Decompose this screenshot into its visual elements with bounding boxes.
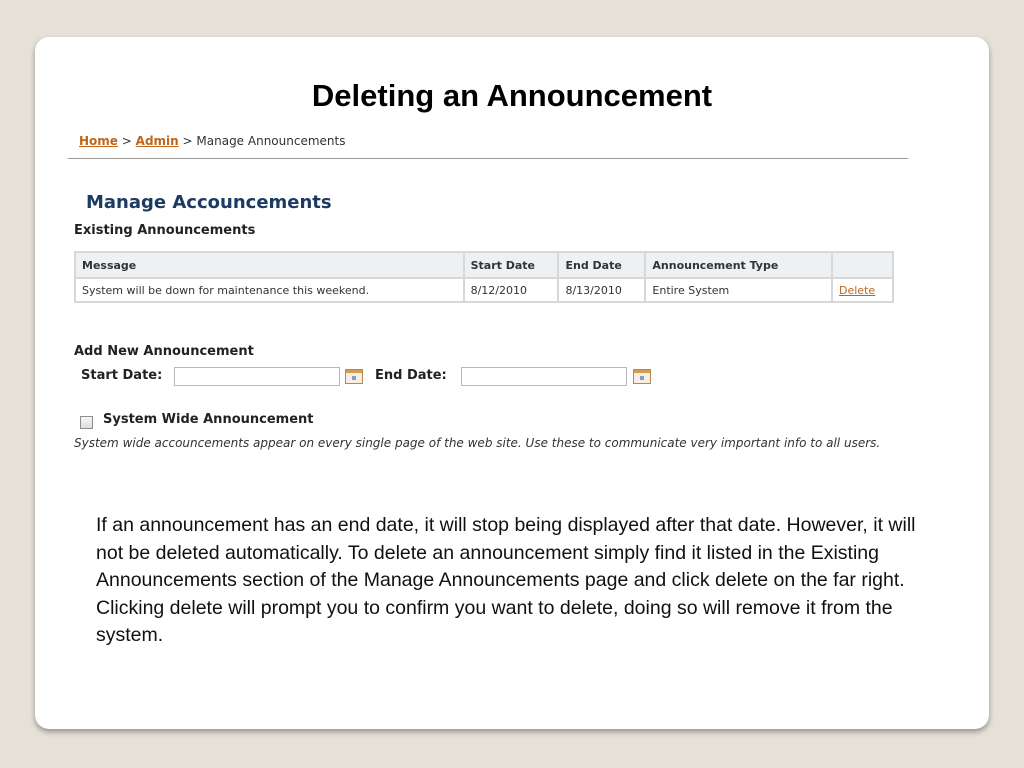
screenshot-panel [68, 128, 908, 473]
column-header-actions [832, 252, 893, 278]
body-paragraph: If an announcement has an end date, it will stop being displayed after that date. However, it will not be deleted automatically. To delete an announcement simply find it listed in the Existing Announcements section of the Manage Announcements page and click delete on the far right. [96, 514, 916, 591]
body-paragraph: Clicking delete will prompt you to confirm you want to delete, doing so will remove it from the system. [96, 596, 893, 646]
column-header-end-date: End Date [558, 252, 645, 278]
column-header-start-date: Start Date [464, 252, 559, 278]
start-date-input[interactable] [174, 367, 340, 386]
cell-end-date: 8/13/2010 [558, 278, 645, 302]
delete-link[interactable]: Delete [839, 283, 876, 297]
slide-body [96, 512, 916, 650]
end-date-label: End Date: [375, 368, 447, 383]
page-title: Manage Accouncements [86, 192, 332, 213]
column-header-announcement-type: Announcement Type [645, 252, 832, 278]
system-wide-help-text: System wide accouncements appear on every single page of the web site. Use these to communicate very important info to all users. [74, 436, 881, 450]
cell-message: System will be down for maintenance this weekend. [75, 278, 464, 302]
end-date-input[interactable] [461, 367, 627, 386]
breadcrumb-admin-link[interactable]: Admin [135, 134, 179, 148]
column-header-message: Message [75, 252, 464, 278]
calendar-icon[interactable] [345, 369, 363, 384]
calendar-icon[interactable] [633, 369, 651, 384]
system-wide-checkbox[interactable] [80, 416, 93, 429]
system-wide-label: System Wide Announcement [103, 412, 314, 427]
cell-start-date: 8/12/2010 [464, 278, 559, 302]
cell-announcement-type: Entire System [645, 278, 832, 302]
divider [68, 158, 908, 159]
breadcrumb [79, 134, 345, 148]
breadcrumb-current: > Manage Announcements [182, 134, 346, 148]
cell-action [832, 278, 893, 302]
table-header-row [75, 252, 893, 278]
breadcrumb-home-link[interactable]: Home [79, 134, 118, 148]
start-date-label: Start Date: [81, 368, 163, 383]
slide-title: Deleting an Announcement [311, 78, 713, 113]
add-new-announcement-heading: Add New Announcement [74, 344, 254, 359]
table-row [75, 278, 893, 302]
announcements-table [74, 251, 894, 303]
breadcrumb-separator: > [121, 134, 132, 148]
existing-announcements-heading: Existing Announcements [74, 223, 256, 238]
